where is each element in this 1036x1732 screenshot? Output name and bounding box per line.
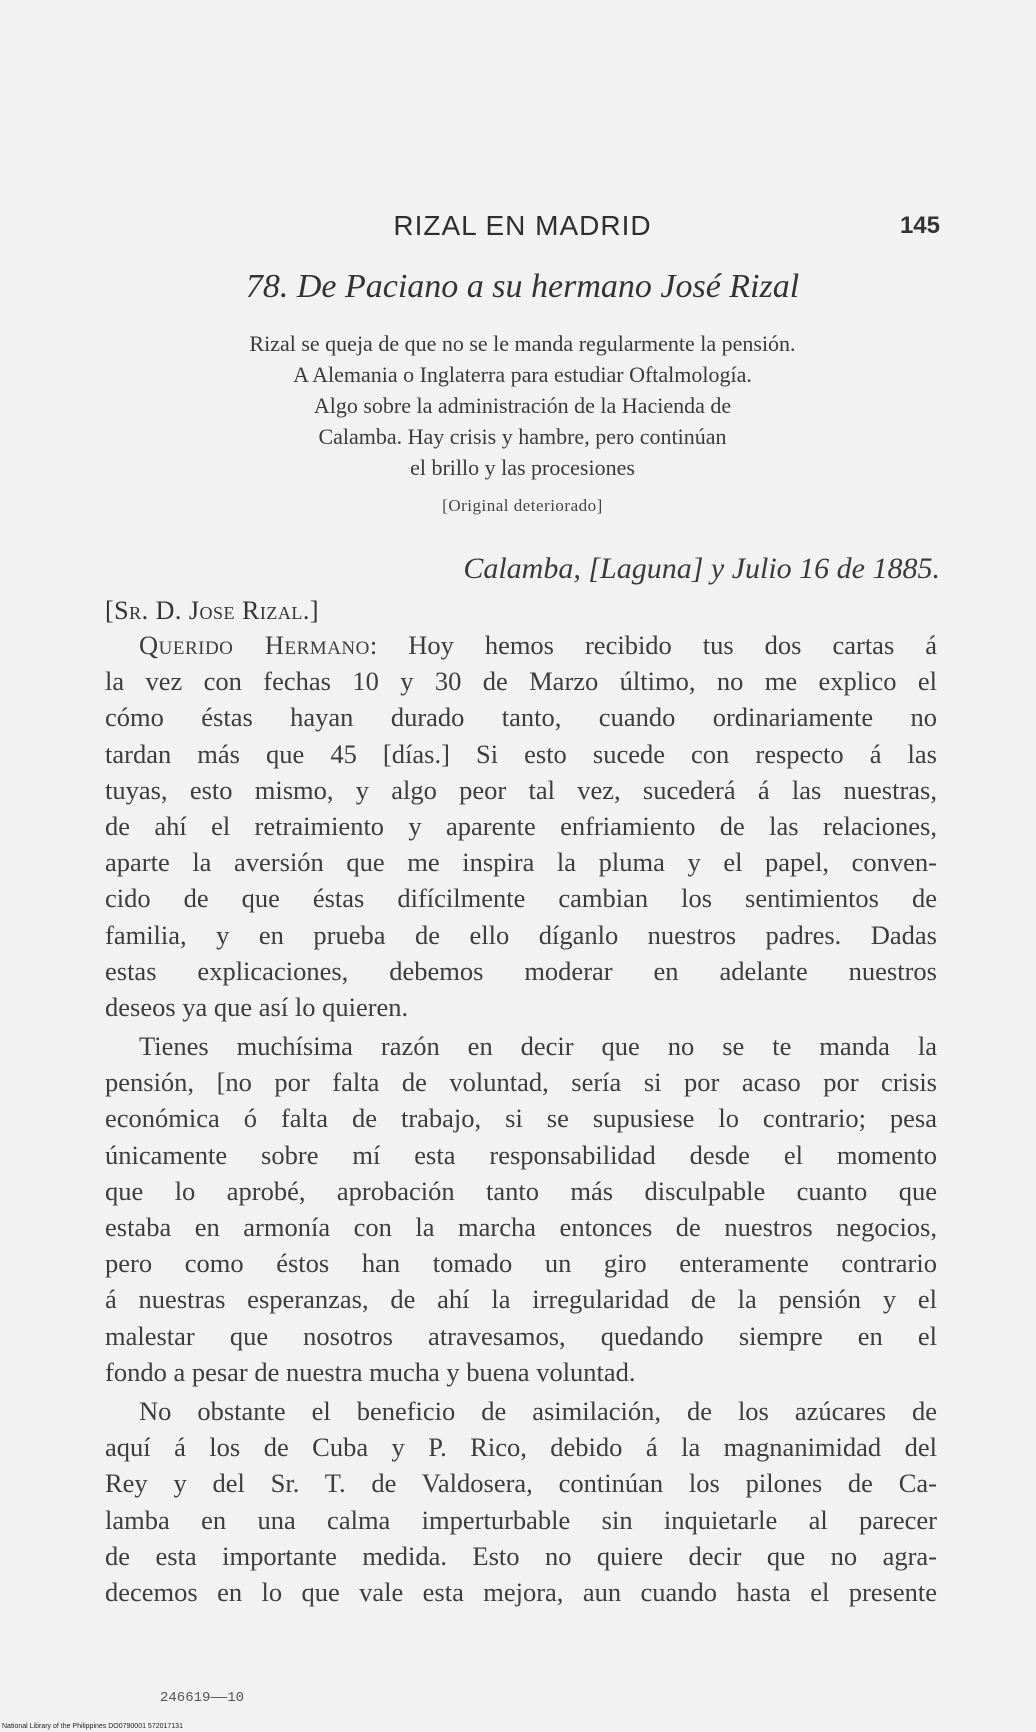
text-line: cómo éstas hayan durado tanto, cuando ordinariamente no (105, 702, 937, 733)
text-line: pensión, [no por falta de voluntad, sería si por acaso por crisis (105, 1067, 937, 1098)
text-line: deseos ya que así lo quieren. (105, 991, 409, 1022)
text-line: aquí á los de Cuba y P. Rico, debido á la magnanimidad del (105, 1432, 937, 1463)
summary-line: Algo sobre la administración de la Hacienda de (313, 393, 732, 418)
text-line: aparte la aversión que me inspira la pluma y el papel, conven- (105, 847, 937, 878)
letter-heading: 78. De Paciano a su hermano José Rizal (245, 268, 800, 305)
text-line: cido de que éstas difícilmente cambian los sentimientos de (105, 883, 937, 914)
text-line: de ahí el retraimiento y aparente enfriamiento de las relaciones, (105, 810, 937, 841)
text-line: económica ó falta de trabajo, si se supusiese lo contrario; pesa (105, 1103, 937, 1134)
text-line: la vez con fechas 10 y 30 de Marzo último, no me explico el (105, 666, 937, 697)
text-line: únicamente sobre mí esta responsabilidad desde el momento (105, 1139, 937, 1170)
text-line: Rey y del Sr. T. de Valdosera, continúan los pilones de Ca- (105, 1468, 937, 1499)
text-line: de esta importante medida. Esto no quiere decir que no agra- (105, 1540, 937, 1571)
text-line: pero como éstos han tomado un giro enteramente contrario (105, 1248, 937, 1279)
salutation: Querido Hermano (139, 630, 370, 660)
letter-summary (105, 328, 940, 483)
text-line: tuyas, esto mismo, y algo peor tal vez, sucederá á las nuestras, (105, 774, 937, 805)
running-head (105, 210, 940, 246)
text-line: Tienes muchísima razón en decir que no se te manda la (139, 1031, 937, 1062)
text-line: malestar que nosotros atravesamos, quedando siempre en el (105, 1320, 937, 1351)
running-title: RIZAL EN MADRID (393, 210, 652, 241)
text-line: tardan más que 45 [días.] Si esto sucede con respecto á las (105, 738, 937, 769)
paragraph-1-line-1: : Hoy hemos recibido tus dos cartas á (369, 630, 937, 660)
text-line: lamba en una calma imperturbable sin inquietarle al parecer (105, 1504, 937, 1535)
text-line: que lo aprobé, aprobación tanto más disculpable cuanto que (105, 1175, 937, 1206)
text-line (105, 627, 937, 663)
letter-body (105, 627, 937, 1610)
text-line: No obstante el beneficio de asimilación, de los azúcares de (139, 1395, 937, 1426)
text-line: á nuestras esperanzas, de ahí la irregularidad de la pensión y el (105, 1284, 937, 1315)
text-line: fondo a pesar de nuestra mucha y buena voluntad. (105, 1356, 636, 1387)
text-line: familia, y en prueba de ello díganlo nuestros padres. Dadas (105, 919, 937, 950)
original-note: [Original deteriorado] (442, 496, 603, 515)
summary-line: A Alemania o Inglaterra para estudiar Oftalmología. (293, 362, 752, 387)
text-line: estas explicaciones, debemos moderar en adelante nuestros (105, 955, 937, 986)
summary-line: el brillo y las procesiones (410, 455, 635, 480)
page-number: 145 (899, 212, 940, 239)
summary-line: Rizal se queja de que no se le manda regularmente la pensión. (249, 331, 796, 356)
dateline: Calamba, [Laguna] y Julio 16 de 1885. (463, 552, 940, 585)
addressee: [Sr. D. Jose Rizal.] (105, 596, 320, 625)
summary-line: Calamba. Hay crisis y hambre, pero continúan (318, 424, 727, 449)
text-line: estaba en armonía con la marcha entonces de nuestros negocios, (105, 1212, 937, 1242)
signature-mark: 246619——10 (160, 1690, 245, 1706)
footer-credit: National Library of the Philippines DO0790001 572017131 (2, 1723, 183, 1730)
text-line: decemos en lo que vale esta mejora, aun cuando hasta el presente (105, 1576, 937, 1607)
